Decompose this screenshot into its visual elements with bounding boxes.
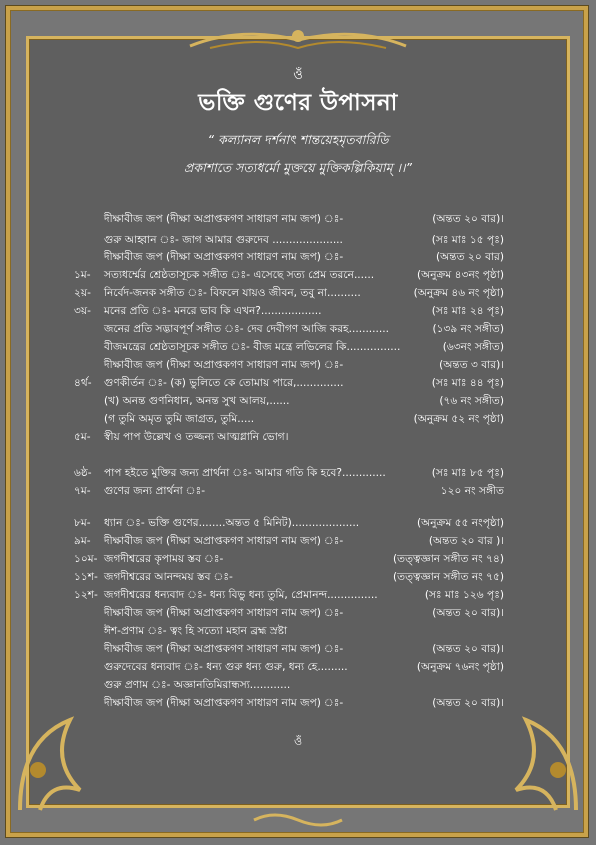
row-text: জগদীশ্বরের ধন্যবাদ ঃ- ধন্য বিভু ধন্য তুমি, প্রেমানন্দ............... bbox=[104, 589, 378, 601]
row-number: ১২শ- bbox=[74, 589, 98, 601]
row-reference: (অনুক্রম ৫২ নং পৃষ্ঠা) bbox=[413, 413, 504, 425]
verse-line-1: “ কল্যানল দর্শনাৎ শান্তয়েহমৃতবারিডি bbox=[207, 132, 389, 147]
row-text: ধ্যান ঃ- ভক্তি গুণের........অন্তত ৫ মিনিট).................... bbox=[104, 517, 360, 529]
row-reference: (সঃ মাঃ ২৪ পৃঃ) bbox=[431, 305, 504, 317]
row-number: ২য়- bbox=[74, 287, 91, 299]
bottom-right-corner-ornament bbox=[476, 700, 586, 820]
row-reference: (৭৬ নং সঙ্গীত) bbox=[439, 395, 504, 407]
row-reference: (সঃ মাঃ ৪৪ পৃঃ) bbox=[431, 377, 504, 389]
row-reference: (অনুক্রম ৪৬ নং পৃষ্ঠা) bbox=[413, 287, 504, 299]
row-text: সত্যধর্ম্মের শ্রেষ্ঠতাসূচক সঙ্গীত ঃ- এসেছে সত্য প্রেম তরনে...... bbox=[104, 269, 375, 281]
row-reference: (সঃ মাঃ ৮৫ পৃঃ) bbox=[431, 467, 504, 479]
om-symbol-bottom: ওঁ bbox=[293, 735, 303, 748]
row-number: ১১শ- bbox=[74, 571, 98, 583]
row-text: দীক্ষাবীজ জপ (দীক্ষা অপ্রাপ্তকগণ সাধারণ নাম জপ) ঃ- bbox=[104, 607, 344, 619]
row-text: দীক্ষাবীজ জপ (দীক্ষা অপ্রাপ্তকগণ সাধারণ নাম জপ) ঃ- bbox=[104, 359, 344, 371]
row-text: গুরুদেবের ধন্যবাদ ঃ- ধন্য গুরু ধন্য গুরু, ধন্য হে......... bbox=[104, 661, 348, 673]
row-number: ৭ম- bbox=[74, 485, 91, 497]
page-title: ভক্তি গুণের উপাসনা bbox=[198, 90, 398, 116]
row-text: দীক্ষাবীজ জপ (দীক্ষা অপ্রাপ্তকগণ সাধারণ নাম জপ) ঃ- bbox=[104, 697, 344, 709]
row-reference: (৬৩নং সঙ্গীত) bbox=[442, 341, 504, 353]
row-text: (গ তুমি অমৃত তুমি জাগ্রত, তুমি..... bbox=[104, 413, 255, 425]
row-text: গুরু আহ্বান ঃ- জাগ আমার গুরুদেব ..................... bbox=[104, 234, 343, 246]
row-text: পাপ হইতে মুক্তির জন্য প্রার্থনা ঃ- আমার গতি কি হবে?............. bbox=[104, 467, 386, 479]
row-text: বীজমন্ত্রের শ্রেষ্ঠতাসূচক সঙ্গীত ঃ- বীজ মন্ত্রে লভিলের কি................ bbox=[104, 341, 401, 353]
row-reference: (অনুক্রম ৫৫ নংপৃষ্ঠা) bbox=[416, 517, 504, 529]
row-reference: (সঃ মাঃ ১৫ পৃঃ) bbox=[431, 234, 504, 246]
row-number: ৮ম- bbox=[74, 517, 91, 529]
row-text: গুরু প্রণাম ঃ- অজ্ঞানতিমিরান্ধস্য............ bbox=[104, 679, 291, 691]
row-text: জগদীশ্বরের কৃপাময় স্তব ঃ- bbox=[104, 553, 224, 565]
row-reference: (অন্তত ২০ বার )। bbox=[428, 535, 504, 547]
row-reference: (অন্তত ৩ বার)। bbox=[439, 359, 504, 371]
row-text: দীক্ষাবীজ জপ (দীক্ষা অপ্রাপ্তকগণ সাধারণ নাম জপ) ঃ- bbox=[104, 213, 344, 225]
row-number: ৫ম- bbox=[74, 431, 91, 443]
row-number: ৬ষ্ঠ- bbox=[74, 467, 92, 479]
row-text: গুণের জন্য প্রার্থনা ঃ- bbox=[104, 485, 206, 497]
row-reference: ১২০ নং সঙ্গীত bbox=[440, 485, 504, 497]
row-text: মনের প্রতি ঃ- মনরে ভাব কি এখন?.................. bbox=[104, 305, 322, 317]
row-number: ৩য়- bbox=[74, 305, 91, 317]
row-reference: (তত্ত্বজ্ঞান সঙ্গীত নং ৭৪) bbox=[393, 553, 504, 565]
row-text: গুণকীর্তন ঃ- (ক) ভুলিতে কে তোমায় পারে,.............. bbox=[104, 377, 344, 389]
top-flourish-ornament bbox=[180, 18, 416, 58]
row-text: স্বীয় পাপ উল্লেখ ও তজ্জন্য আত্মগ্লানি ভোগ। bbox=[104, 431, 289, 443]
bottom-left-corner-ornament bbox=[10, 700, 120, 820]
row-text: নির্বেদ-জনক সঙ্গীত ঃ- বিফলে যায়ও জীবন, তবু না.......... bbox=[104, 287, 361, 299]
row-reference: (অনুক্রম ৭৬নং পৃষ্ঠা) bbox=[416, 661, 504, 673]
row-text: দীক্ষাবীজ জপ (দীক্ষা অপ্রাপ্তকগণ সাধারণ নাম জপ) ঃ- bbox=[104, 535, 344, 547]
row-reference: (১৩৯ নং সঙ্গীত) bbox=[432, 323, 504, 335]
row-reference: (অন্তত ২০ বার) bbox=[436, 251, 504, 263]
row-reference: (অনুক্রম ৪৩নং পৃষ্ঠা) bbox=[416, 269, 504, 281]
row-reference: (তত্ত্বজ্ঞান সঙ্গীত নং ৭৫) bbox=[393, 571, 504, 583]
om-symbol: ওঁ bbox=[293, 68, 303, 83]
row-number: ৯ম- bbox=[74, 535, 91, 547]
bottom-flourish-ornament bbox=[250, 808, 346, 832]
row-text: দীক্ষাবীজ জপ (দীক্ষা অপ্রাপ্তকগণ সাধারণ নাম জপ) ঃ- bbox=[104, 251, 344, 263]
row-text: ঈশ-প্রণাম ঃ- ত্বং হি সত্যো মহান ব্রহ্ম স্রষ্টা bbox=[104, 625, 288, 637]
row-reference: (সঃ মাঃ ১২৬ পৃঃ) bbox=[424, 589, 504, 601]
row-text: জগদীশ্বরের আনন্দময় স্তব ঃ- bbox=[104, 571, 233, 583]
verse-line-2: প্রকাশাতে সত্যধর্মো মুক্তয়ে মুক্তিকল্পিকিয়াম্ ।।” bbox=[184, 160, 412, 175]
row-number: ১ম- bbox=[74, 269, 91, 281]
row-text: দীক্ষাবীজ জপ (দীক্ষা অপ্রাপ্তকগণ সাধারণ নাম জপ) ঃ- bbox=[104, 643, 344, 655]
row-reference: (অন্তত ২০ বার)। bbox=[432, 643, 504, 655]
row-number: ৪র্থ- bbox=[74, 377, 92, 389]
row-number: ১০ম- bbox=[74, 553, 98, 565]
row-reference: (অন্তত ২০ বার)। bbox=[432, 607, 504, 619]
row-text: (খ) অনন্ত গুণনিধান, অনন্ত সুখ আলয়,...... bbox=[104, 395, 290, 407]
row-reference: (অন্তত ২০ বার)। bbox=[432, 697, 504, 709]
row-reference: (অন্তত ২০ বার)। bbox=[432, 213, 504, 225]
row-text: জনের প্রতি সদ্ভাবপূর্ণ সঙ্গীত ঃ- দেব দেবীগণ আজি করহ............ bbox=[104, 323, 390, 335]
